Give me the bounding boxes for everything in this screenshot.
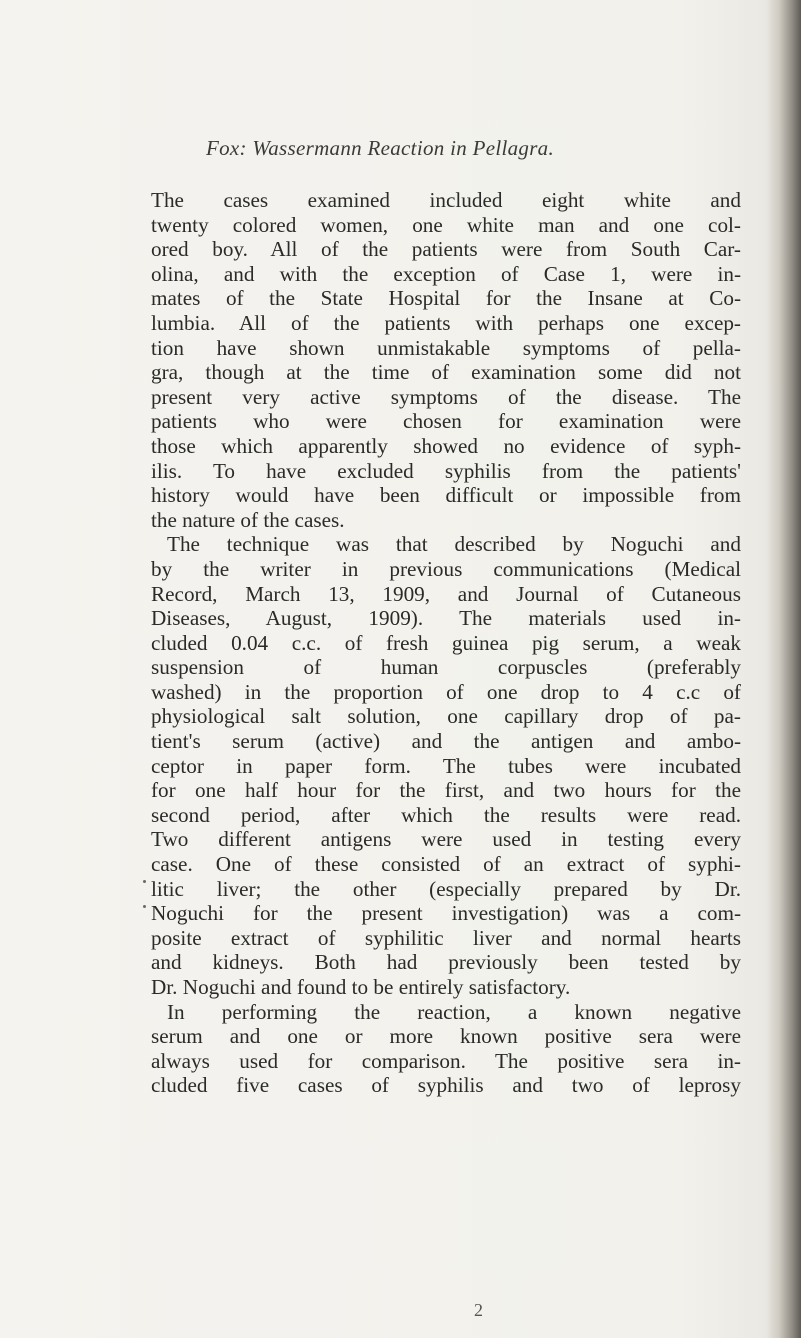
- text-line: history would have been difficult or impossible from: [151, 483, 741, 508]
- text-line: second period, after which the results were read.: [151, 802, 741, 827]
- text-line: serum and one or more known positive sera were: [151, 1024, 741, 1049]
- text-line: physiological salt solution, one capillary drop of pa-: [151, 704, 741, 729]
- text-line: gra, though at the time of examination some did not: [151, 360, 741, 385]
- page-number: 2: [474, 1300, 483, 1320]
- text-line: olina, and with the exception of Case 1, were in-: [151, 261, 741, 286]
- text-line: In performing the reaction, a known negative: [167, 999, 741, 1024]
- text-line: posite extract of syphilitic liver and normal hearts: [151, 925, 741, 950]
- text-line: suspension of human corpuscles (preferably: [151, 655, 741, 680]
- body-text: [151, 188, 741, 1098]
- ink-speck: [143, 905, 146, 908]
- text-line: tion have shown unmistakable symptoms of pella-: [151, 335, 741, 360]
- text-line: those which apparently showed no evidence of syph-: [151, 433, 741, 458]
- text-line: Noguchi for the present investigation) was a com-: [151, 901, 741, 926]
- text-line: by the writer in previous communications (Medical: [151, 556, 741, 581]
- page-edge-shadow: [767, 0, 801, 1338]
- text-line: ored boy. All of the patients were from South Car-: [151, 237, 741, 262]
- text-line: mates of the State Hospital for the Insane at Co-: [151, 286, 741, 311]
- text-line: the nature of the cases.: [151, 507, 345, 532]
- text-line: cluded 0.04 c.c. of fresh guinea pig serum, a weak: [151, 630, 741, 655]
- text-line: ilis. To have excluded syphilis from the patients': [151, 458, 741, 483]
- text-line: and kidneys. Both had previously been tested by: [151, 950, 741, 975]
- text-line: litic liver; the other (especially prepared by Dr.: [151, 876, 741, 901]
- text-line: present very active symptoms of the disease. The: [151, 384, 741, 409]
- text-line: cluded five cases of syphilis and two of leprosy: [151, 1073, 741, 1098]
- text-line: always used for comparison. The positive sera in-: [151, 1048, 741, 1073]
- ink-speck: [143, 880, 146, 883]
- text-line: Dr. Noguchi and found to be entirely satisfactory.: [151, 975, 571, 999]
- text-line: twenty colored women, one white man and one col-: [151, 212, 741, 237]
- text-line: The technique was that described by Noguchi and: [167, 532, 741, 557]
- text-line: Record, March 13, 1909, and Journal of Cutaneous: [151, 581, 741, 606]
- running-head: Fox: Wassermann Reaction in Pellagra.: [206, 136, 555, 160]
- text-line: lumbia. All of the patients with perhaps one excep-: [151, 310, 741, 335]
- text-line: for one half hour for the first, and two hours for the: [151, 778, 741, 803]
- text-line: case. One of these consisted of an extract of syphi-: [151, 852, 741, 877]
- text-line: The cases examined included eight white and: [151, 188, 741, 212]
- text-line: Diseases, August, 1909). The materials used in-: [151, 606, 741, 631]
- text-line: patients who were chosen for examination were: [151, 409, 741, 434]
- text-line: washed) in the proportion of one drop to 4 c.c of: [151, 679, 741, 704]
- text-line: ceptor in paper form. The tubes were incubated: [151, 753, 741, 778]
- text-line: tient's serum (active) and the antigen and ambo-: [151, 729, 741, 754]
- text-line: Two different antigens were used in testing every: [151, 827, 741, 852]
